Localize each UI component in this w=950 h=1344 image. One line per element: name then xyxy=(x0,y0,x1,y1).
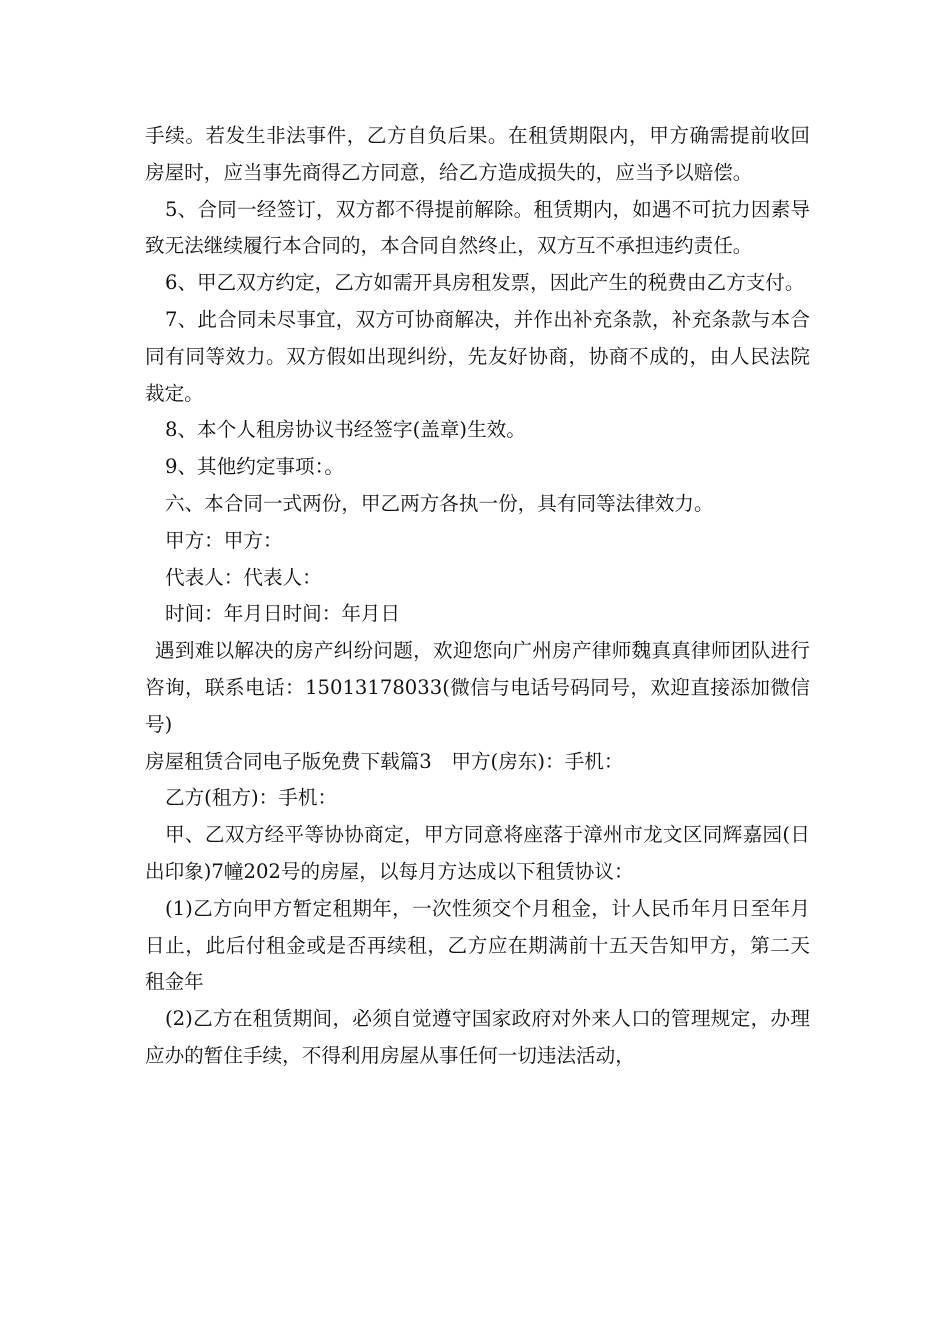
paragraph-clause-6: 6、甲乙双方约定，乙方如需开具房租发票，因此产生的税费由乙方支付。 xyxy=(165,271,805,295)
paragraph-item-2: (2)乙方在租赁期间，必须自觉遵守国家政府对外来人口的管理规定，办理应办的暂住手续，不得利用房屋从事任何一切违法活动， xyxy=(145,1007,810,1067)
paragraph-clause-7: 7、此合同未尽事宜，双方可协商解决，并作出补充条款，补充条款与本合同有同等效力。双方假如出现纠纷，先友好协商，协商不成的，由人民法院裁定。 xyxy=(145,307,810,405)
paragraph-agreement-intro: 甲、乙双方经平等协协商定，甲方同意将座落于漳州市龙文区同辉嘉园(日出印象)7幢202号的房屋，以每月方达成以下租赁协议： xyxy=(145,823,810,883)
party-b-line: 乙方(租方)：手机： xyxy=(165,786,338,810)
paragraph-section-6: 六、本合同一式两份，甲乙两方各执一份，具有同等法律效力。 xyxy=(165,491,714,515)
section-heading-article-3: 房屋租赁合同电子版免费下载篇3 甲方(房东)：手机： xyxy=(145,749,624,773)
paragraph-clause-9: 9、其他约定事项：。 xyxy=(165,455,345,479)
document-page xyxy=(145,118,810,1075)
paragraph-item-1: (1)乙方向甲方暂定租期年，一次性须交个月租金，计人民币年月日至年月日止，此后付租金或是否再续租，乙方应在期满前十五天告知甲方，第二天租金年 xyxy=(145,896,810,994)
paragraph-clause-5: 5、合同一经签订，双方都不得提前解除。租赁期内，如遇不可抗力因素导致无法继续履行本合同的，本合同自然终止，双方互不承担违约责任。 xyxy=(145,197,810,258)
paragraph-1: 手续。若发生非法事件，乙方自负后果。在租赁期限内，甲方确需提前收回房屋时，应当事先商得乙方同意，给乙方造成损失的，应当予以赔偿。 xyxy=(145,124,810,184)
signature-date: 时间：年月日时间：年月日 xyxy=(165,602,401,626)
signature-representative: 代表人：代表人： xyxy=(165,565,322,589)
paragraph-consultation-notice: 遇到难以解决的房产纠纷问题，欢迎您向广州房产律师魏真真律师团队进行咨询，联系电话：15013178033(微信与电话号码同号，欢迎直接添加微信号) xyxy=(145,639,810,736)
signature-party-a: 甲方：甲方： xyxy=(165,528,283,552)
paragraph-clause-8: 8、本个人租房协议书经签字(盖章)生效。 xyxy=(165,418,526,442)
